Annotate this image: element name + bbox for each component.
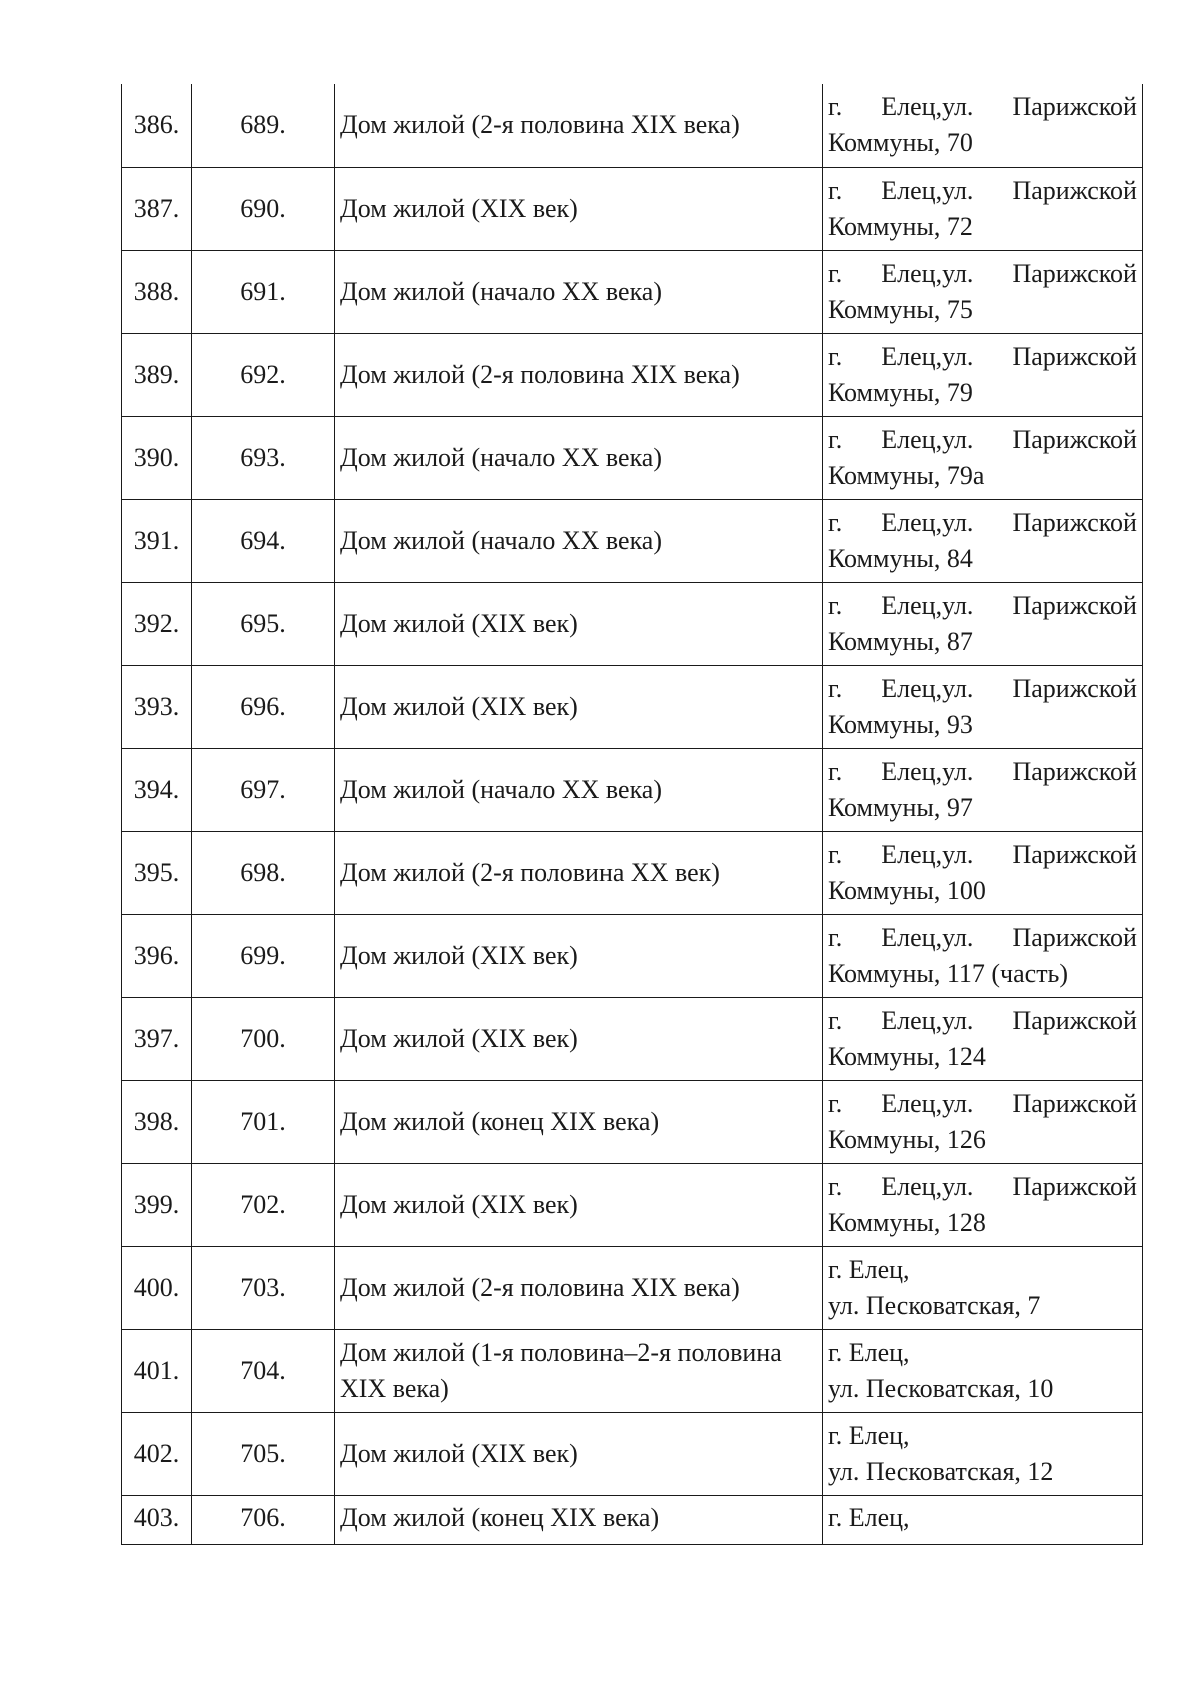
table-row	[122, 914, 1143, 997]
address-line-1	[828, 1252, 1137, 1288]
row-number-cell: 401.	[122, 1329, 192, 1412]
address-word: Парижской	[1012, 1171, 1137, 1201]
address-line-1	[828, 671, 1137, 707]
address-line-1	[828, 1086, 1137, 1122]
object-name-cell: Дом жилой (2-я половина XIX века)	[335, 84, 823, 167]
address-line-1	[828, 1335, 1137, 1371]
address-word: г.	[828, 756, 843, 786]
address-line-2: ул. Песковатская, 7	[828, 1290, 1041, 1320]
address-cell	[823, 582, 1143, 665]
address-cell	[823, 1246, 1143, 1329]
address-cell	[823, 84, 1143, 167]
address-word: Парижской	[1012, 1088, 1137, 1118]
row-number-cell: 403.	[122, 1495, 192, 1544]
object-name-cell: Дом жилой (начало XX века)	[335, 416, 823, 499]
address-word: Парижской	[1012, 673, 1137, 703]
address-line-2: ул. Песковатская, 10	[828, 1373, 1054, 1403]
row-number-cell: 387.	[122, 167, 192, 250]
address-line-1	[828, 1003, 1137, 1039]
address-word: г.	[828, 839, 843, 869]
address-word: г.	[828, 507, 843, 537]
row-number-cell: 390.	[122, 416, 192, 499]
address-word: г. Елец,	[828, 1420, 910, 1450]
address-word: Елец,ул.	[881, 590, 974, 620]
address-word: Елец,ул.	[881, 175, 974, 205]
address-word: Елец,ул.	[881, 756, 974, 786]
row-number-cell: 398.	[122, 1080, 192, 1163]
address-line-2: Коммуны, 128	[828, 1207, 986, 1237]
address-line-2: ул. Песковатская, 12	[828, 1456, 1054, 1486]
table-row	[122, 1329, 1143, 1412]
address-word: Елец,ул.	[881, 1005, 974, 1035]
registry-number-cell: 702.	[192, 1163, 335, 1246]
object-name-cell: Дом жилой (XIX век)	[335, 665, 823, 748]
row-number-cell: 386.	[122, 84, 192, 167]
object-name-cell: Дом жилой (XIX век)	[335, 997, 823, 1080]
address-cell	[823, 333, 1143, 416]
address-cell	[823, 1329, 1143, 1412]
address-cell	[823, 997, 1143, 1080]
registry-number-cell: 706.	[192, 1495, 335, 1544]
address-line-1	[828, 1169, 1137, 1205]
table-row	[122, 665, 1143, 748]
address-word: Елец,ул.	[881, 1171, 974, 1201]
heritage-registry-table	[121, 84, 1143, 1545]
address-word: Елец,ул.	[881, 258, 974, 288]
registry-number-cell: 699.	[192, 914, 335, 997]
address-word: Парижской	[1012, 258, 1137, 288]
object-name-cell: Дом жилой (1-я половина–2-я половина XIX века)	[335, 1329, 823, 1412]
address-word: Елец,ул.	[881, 507, 974, 537]
address-cell	[823, 499, 1143, 582]
row-number-cell: 394.	[122, 748, 192, 831]
address-word: г.	[828, 1088, 843, 1118]
object-name-cell: Дом жилой (начало XX века)	[335, 250, 823, 333]
address-line-1	[828, 920, 1137, 956]
object-name-cell: Дом жилой (XIX век)	[335, 914, 823, 997]
registry-number-cell: 692.	[192, 333, 335, 416]
address-line-2: Коммуны, 79	[828, 377, 973, 407]
address-word: Елец,ул.	[881, 839, 974, 869]
row-number-cell: 399.	[122, 1163, 192, 1246]
table-row	[122, 997, 1143, 1080]
table-row	[122, 1495, 1143, 1544]
address-cell	[823, 1163, 1143, 1246]
address-cell	[823, 167, 1143, 250]
registry-number-cell: 700.	[192, 997, 335, 1080]
object-name-cell: Дом жилой (конец XIX века)	[335, 1080, 823, 1163]
address-word: Парижской	[1012, 341, 1137, 371]
address-line-2: Коммуны, 97	[828, 792, 973, 822]
address-word: г.	[828, 92, 843, 122]
address-line-2: Коммуны, 72	[828, 211, 973, 241]
address-word: Елец,ул.	[881, 341, 974, 371]
address-line-1	[828, 339, 1137, 375]
address-line-1	[828, 89, 1137, 125]
object-name-cell: Дом жилой (XIX век)	[335, 1163, 823, 1246]
object-name-cell: Дом жилой (2-я половина XIX века)	[335, 333, 823, 416]
address-line-1	[828, 256, 1137, 292]
row-number-cell: 391.	[122, 499, 192, 582]
table-row	[122, 167, 1143, 250]
table-row	[122, 1080, 1143, 1163]
row-number-cell: 396.	[122, 914, 192, 997]
address-word: Парижской	[1012, 424, 1137, 454]
table-row	[122, 1246, 1143, 1329]
address-word: Парижской	[1012, 175, 1137, 205]
registry-number-cell: 693.	[192, 416, 335, 499]
registry-number-cell: 703.	[192, 1246, 335, 1329]
address-word: Парижской	[1012, 1005, 1137, 1035]
object-name-cell: Дом жилой (2-я половина XX век)	[335, 831, 823, 914]
address-cell	[823, 914, 1143, 997]
address-word: Елец,ул.	[881, 424, 974, 454]
address-line-2: Коммуны, 79а	[828, 460, 985, 490]
address-word: г.	[828, 258, 843, 288]
table-row	[122, 748, 1143, 831]
object-name-cell: Дом жилой (2-я половина XIX века)	[335, 1246, 823, 1329]
registry-number-cell: 696.	[192, 665, 335, 748]
registry-number-cell: 694.	[192, 499, 335, 582]
address-cell	[823, 1412, 1143, 1495]
address-word: г.	[828, 1171, 843, 1201]
address-word: Парижской	[1012, 507, 1137, 537]
address-line-2: Коммуны, 126	[828, 1124, 986, 1154]
table-row	[122, 831, 1143, 914]
table-row	[122, 582, 1143, 665]
address-line-1	[828, 505, 1137, 541]
table-row	[122, 333, 1143, 416]
address-line-2: Коммуны, 70	[828, 128, 973, 158]
row-number-cell: 393.	[122, 665, 192, 748]
row-number-cell: 395.	[122, 831, 192, 914]
address-cell	[823, 1080, 1143, 1163]
registry-number-cell: 691.	[192, 250, 335, 333]
object-name-cell: Дом жилой (XIX век)	[335, 1412, 823, 1495]
address-line-2: Коммуны, 93	[828, 709, 973, 739]
address-line-2: Коммуны, 117 (часть)	[828, 958, 1069, 988]
address-word: г. Елец,	[828, 1502, 910, 1532]
row-number-cell: 392.	[122, 582, 192, 665]
address-word: Парижской	[1012, 92, 1137, 122]
object-name-cell: Дом жилой (XIX век)	[335, 167, 823, 250]
address-word: г. Елец,	[828, 1254, 910, 1284]
address-word: Елец,ул.	[881, 1088, 974, 1118]
registry-table-body	[122, 84, 1143, 1544]
address-word: г.	[828, 1005, 843, 1035]
address-word: г.	[828, 922, 843, 952]
address-word: г.	[828, 424, 843, 454]
address-cell	[823, 1495, 1143, 1544]
address-line-1	[828, 173, 1137, 209]
table-row	[122, 499, 1143, 582]
address-line-1	[828, 588, 1137, 624]
address-cell	[823, 250, 1143, 333]
row-number-cell: 389.	[122, 333, 192, 416]
table-row	[122, 1163, 1143, 1246]
object-name-cell: Дом жилой (XIX век)	[335, 582, 823, 665]
row-number-cell: 397.	[122, 997, 192, 1080]
row-number-cell: 402.	[122, 1412, 192, 1495]
registry-number-cell: 704.	[192, 1329, 335, 1412]
address-line-1	[828, 422, 1137, 458]
registry-number-cell: 698.	[192, 831, 335, 914]
row-number-cell: 388.	[122, 250, 192, 333]
table-row	[122, 416, 1143, 499]
registry-number-cell: 690.	[192, 167, 335, 250]
table-row	[122, 250, 1143, 333]
address-word: г.	[828, 673, 843, 703]
address-word: Парижской	[1012, 756, 1137, 786]
address-cell	[823, 748, 1143, 831]
address-word: Елец,ул.	[881, 673, 974, 703]
address-line-2: Коммуны, 100	[828, 875, 986, 905]
address-line-1	[828, 1418, 1137, 1454]
object-name-cell: Дом жилой (конец XIX века)	[335, 1495, 823, 1544]
address-word: Парижской	[1012, 839, 1137, 869]
object-name-cell: Дом жилой (начало XX века)	[335, 748, 823, 831]
address-line-2: Коммуны, 84	[828, 543, 973, 573]
address-cell	[823, 665, 1143, 748]
address-cell	[823, 831, 1143, 914]
address-word: Парижской	[1012, 922, 1137, 952]
address-line-1	[828, 754, 1137, 790]
registry-number-cell: 697.	[192, 748, 335, 831]
row-number-cell: 400.	[122, 1246, 192, 1329]
registry-number-cell: 689.	[192, 84, 335, 167]
address-cell	[823, 416, 1143, 499]
address-word: Парижской	[1012, 590, 1137, 620]
address-word: г. Елец,	[828, 1337, 910, 1367]
address-word: Елец,ул.	[881, 92, 974, 122]
address-word: г.	[828, 590, 843, 620]
table-row	[122, 84, 1143, 167]
address-line-1	[828, 837, 1137, 873]
address-line-2: Коммуны, 124	[828, 1041, 986, 1071]
address-word: г.	[828, 175, 843, 205]
address-word: г.	[828, 341, 843, 371]
table-row	[122, 1412, 1143, 1495]
address-line-2: Коммуны, 87	[828, 626, 973, 656]
address-line-1	[828, 1500, 1137, 1536]
registry-number-cell: 705.	[192, 1412, 335, 1495]
registry-number-cell: 701.	[192, 1080, 335, 1163]
object-name-cell: Дом жилой (начало XX века)	[335, 499, 823, 582]
registry-number-cell: 695.	[192, 582, 335, 665]
address-line-2: Коммуны, 75	[828, 294, 973, 324]
address-word: Елец,ул.	[881, 922, 974, 952]
